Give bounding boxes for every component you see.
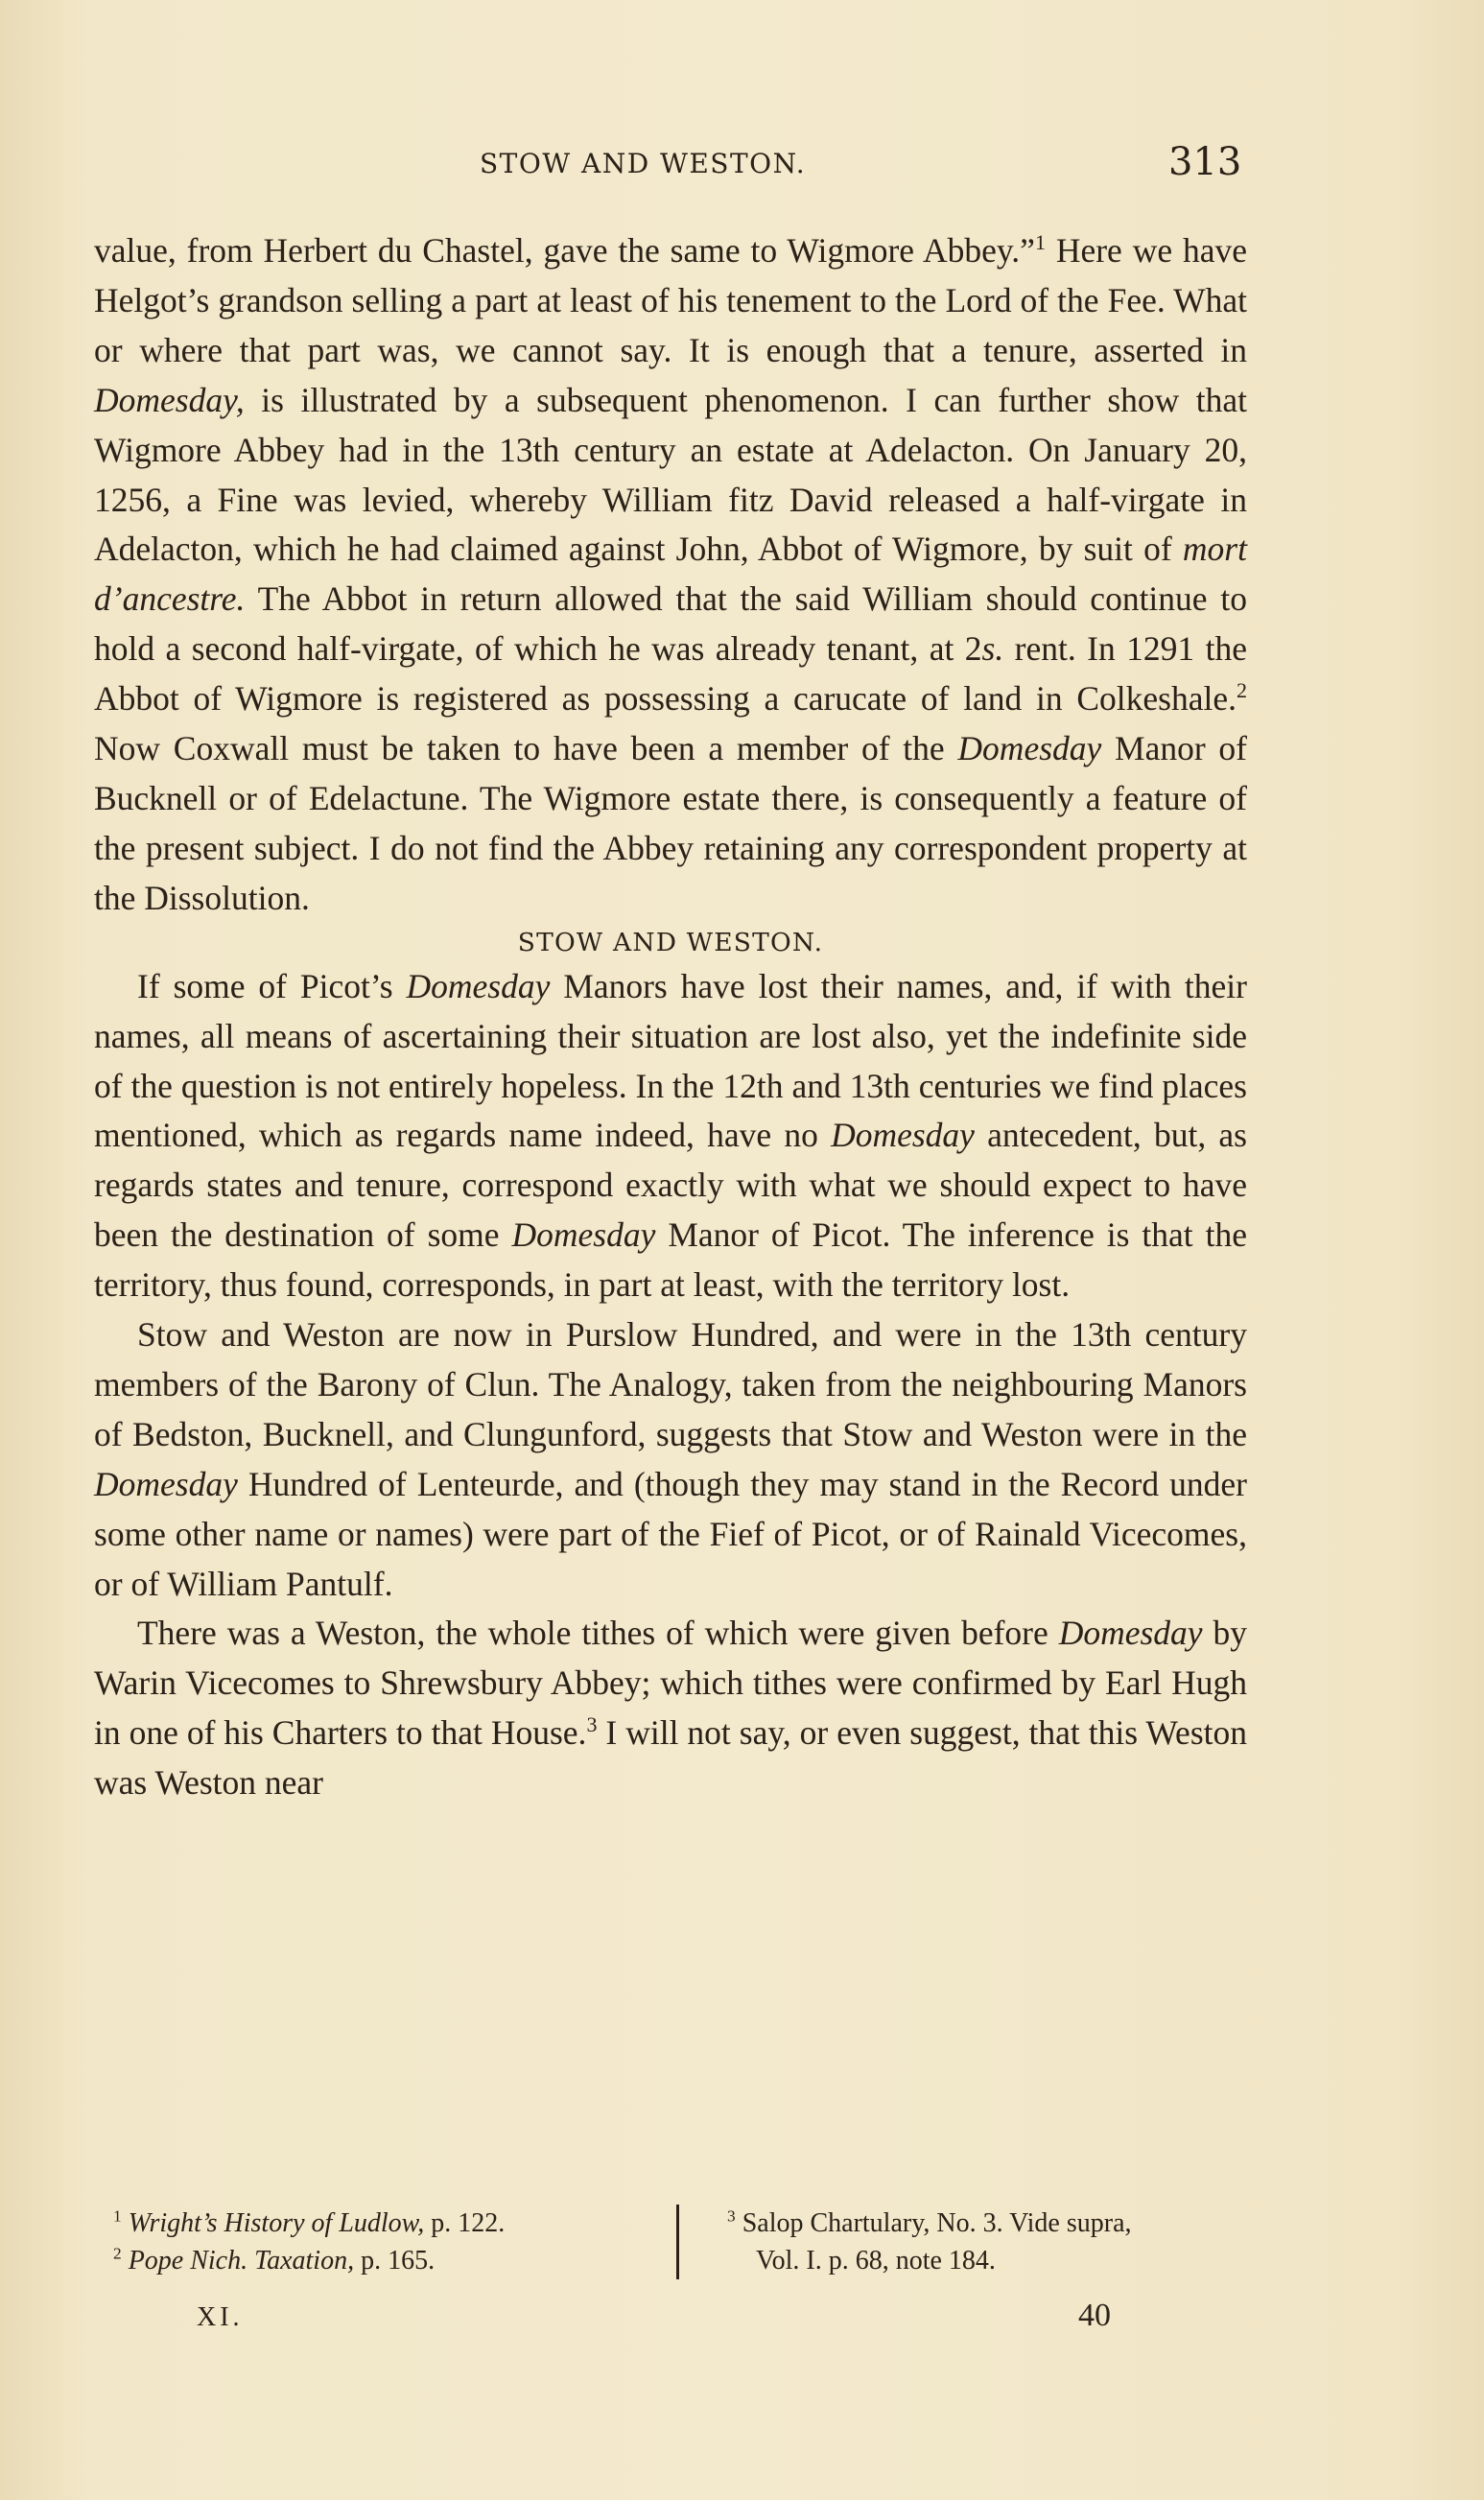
italic-text: s. — [981, 629, 1004, 669]
footnote-3-continuation: Vol. I. p. 68, note 184. — [756, 2246, 996, 2276]
footnote-mark: 3 — [727, 2206, 736, 2226]
page-number: 313 — [1168, 140, 1242, 184]
paragraph — [94, 226, 1247, 924]
text-run: by Warin Vicecomes to Shrewsbury Abbey; which tithes were confirmed by Earl Hugh in one of his Charters to that House. — [94, 1614, 1248, 1753]
footnote-text: p. 165. — [354, 2246, 436, 2276]
sheet-number: 40 — [1078, 2298, 1111, 2333]
footnote-reference: 2 — [1237, 678, 1247, 703]
italic-text: Domesday — [1058, 1614, 1203, 1653]
text-run: STOW AND WESTON. — [517, 927, 824, 957]
italic-text: Domesday — [957, 729, 1102, 768]
running-title: STOW AND WESTON. — [480, 148, 807, 179]
italic-text: Domesday — [94, 1464, 238, 1503]
text-run: Here we have Helgot’s grandson selling a part at least of his tenement to the Lord of the Fee. What or where that part was, we cannot say. It is enough that a tenure, asserted in — [94, 231, 1248, 369]
text-run: Now Coxwall must be taken to have been a member of the — [94, 729, 958, 768]
italic-text: Domesday — [511, 1215, 656, 1255]
running-head — [0, 140, 1484, 188]
footnote-reference: 3 — [586, 1712, 598, 1737]
italic-text: Domesday, — [94, 380, 245, 419]
italic-text: Domesday — [406, 966, 551, 1005]
footnotes-right-column — [727, 2205, 1264, 2279]
footnote-1 — [113, 2205, 660, 2242]
paragraph — [94, 1609, 1247, 1808]
footnote-text: Salop Chartulary, No. 3. Vide supra, — [735, 2208, 1132, 2238]
text-run: If some of Picot’s — [137, 966, 407, 1005]
footnotes-left-column — [113, 2205, 660, 2279]
footnote-2 — [113, 2242, 660, 2279]
text-run: is illustrated by a subsequent phenomenon. I can further show that Wigmore Abbey had in the 13th century an estate at Adelacton. On January 20, 1256, a Fine was levied, whereby William fitz David released a half-virgate in Adelacton, which he had claimed against John, Abbot of Wigmore, by suit of — [94, 380, 1247, 569]
text-run: There was a Weston, the whole tithes of which were given before — [137, 1614, 1059, 1653]
italic-text: Domesday — [831, 1116, 975, 1155]
text-run: I will not say, or even suggest, that this Weston was Weston near — [94, 1713, 1247, 1803]
text-run: The Abbot in return allowed that the said William should continue to hold a second half-virgate, of which he was already tenant, at 2 — [94, 579, 1247, 669]
text-run: Manor of Picot. The inference is that the territory, thus found, corresponds, in part at least, with the territory lost. — [94, 1215, 1248, 1305]
footnote-reference: 1 — [1034, 230, 1046, 255]
signature-mark: XI. — [197, 2302, 244, 2332]
paragraph — [94, 1310, 1247, 1609]
section-heading — [94, 924, 1247, 962]
text-run: Manor of Bucknell or of Edelactune. The Wigmore estate there, is consequently a feature of the present subject. I do not find the Abbey retaining any correspondent property at the Dissolution. — [94, 729, 1247, 917]
footnote-title: Wright’s History of Ludlow, — [128, 2208, 425, 2238]
footnote-3 — [727, 2205, 1264, 2242]
footnote-divider — [676, 2205, 679, 2279]
text-run: Stow and Weston are now in Purslow Hundred, and were in the 13th century members of the Barony of Clun. The Analogy, taken from the neighbouring Manors of Bedston, Bucknell, and Clungunford, suggests that Stow and Weston were in the — [94, 1315, 1247, 1453]
text-run: Hundred of Lenteurde, and (though they may stand in the Record under some other name or names) were part of the Fief of Picot, or of Rainald Vicecomes, or of William Pantulf. — [94, 1464, 1247, 1603]
footnote-title: Pope Nich. Taxation, — [128, 2246, 355, 2276]
page-footer — [0, 2298, 1484, 2341]
italic-text: mort d’ancestre. — [94, 530, 1247, 619]
footnotes — [113, 2205, 1255, 2281]
paragraph — [94, 962, 1247, 1310]
text-run: value, from Herbert du Chastel, gave the same to Wigmore Abbey.” — [94, 231, 1035, 270]
footnote-mark: 2 — [113, 2244, 122, 2263]
text-run: rent. In 1291 the Abbot of Wigmore is registered as possessing a carucate of land in Colkeshale. — [94, 629, 1247, 719]
body-text — [94, 226, 1247, 1808]
text-run: antecedent, but, as regards states and tenure, correspond exactly with what we should expect to have been the destination of some — [94, 1116, 1247, 1255]
footnote-text: p. 122. — [424, 2208, 506, 2238]
text-run: Manors have lost their names, and, if with their names, all means of ascertaining their situation are lost also, yet the indefinite side of the question is not entirely hopeless. In the 12th and 13th centuries we find places mentioned, which as regards name indeed, have no — [94, 966, 1247, 1155]
footnote-mark: 1 — [113, 2206, 122, 2226]
